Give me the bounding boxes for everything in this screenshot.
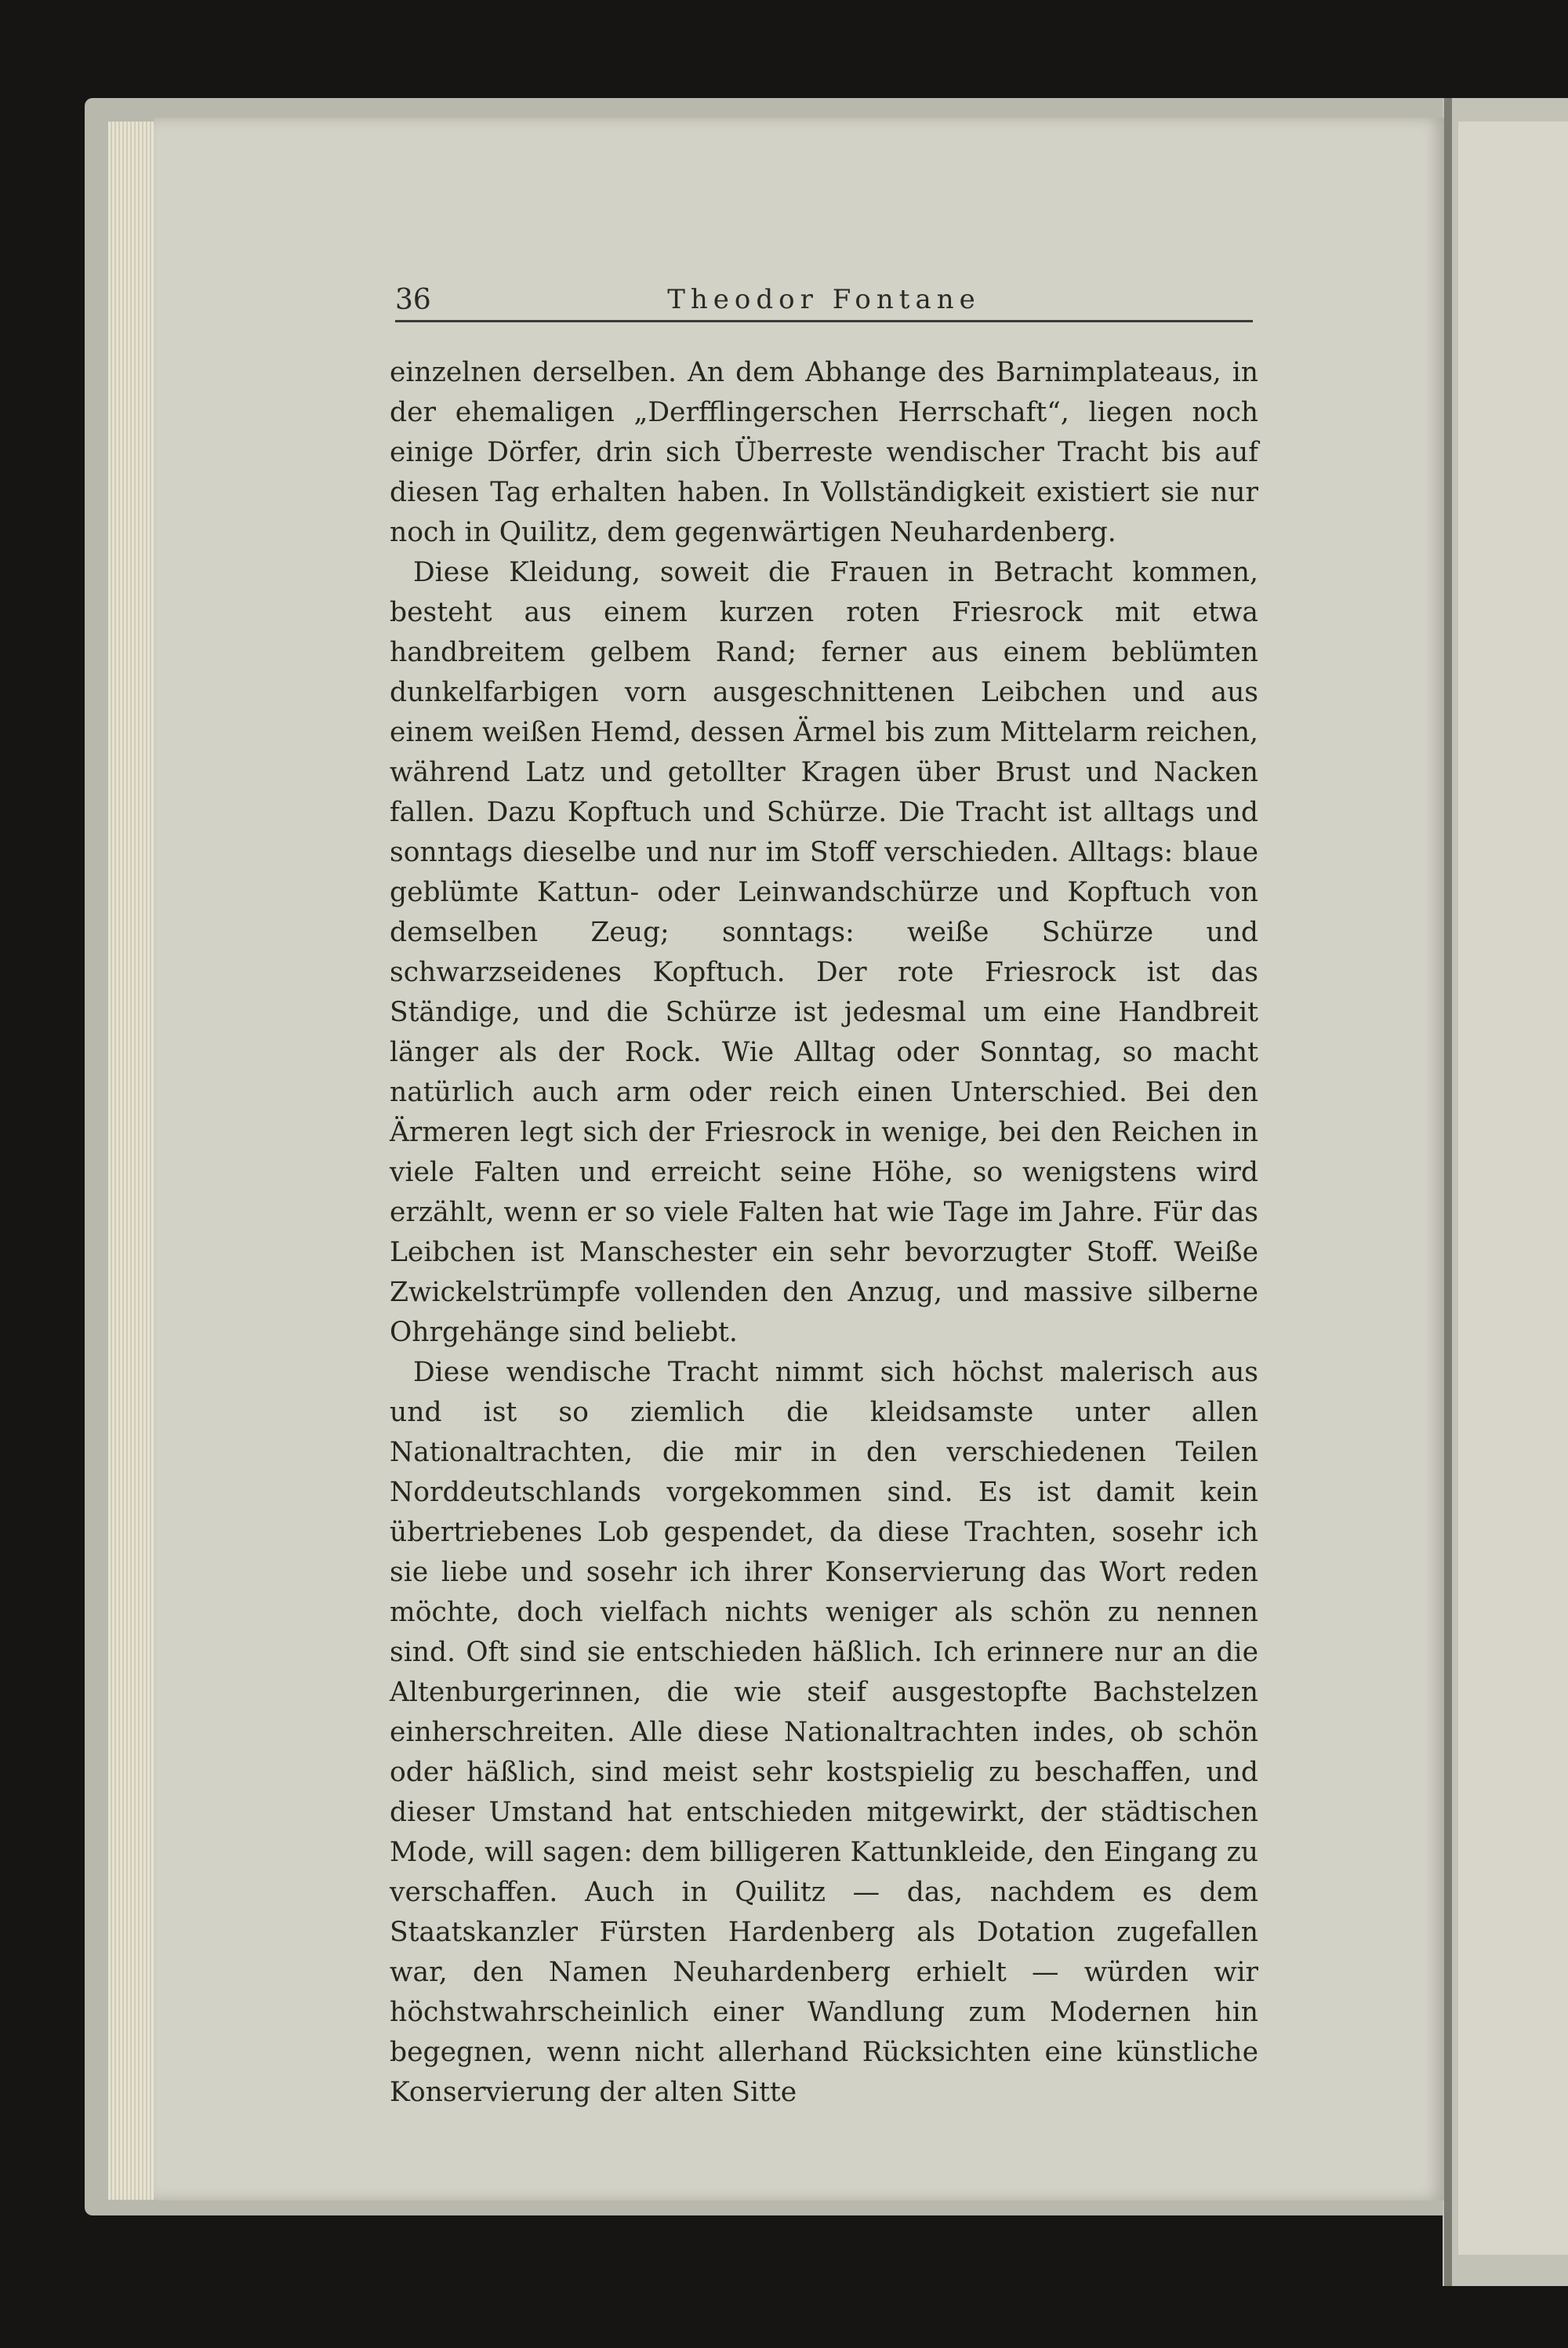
book-spine-shadow (1444, 98, 1452, 2286)
facing-page (1458, 122, 1568, 2255)
paragraph: einzelnen derselben. An dem Abhange des Barnimplateaus, in der ehemaligen „Derfflingerschen Herrschaft“, liegen noch einige Dörfer, drin sich Überreste wendischer Tracht bis auf diesen Tag erhalten haben. In Vollständigkeit existiert sie nur noch in Quilitz, dem gegenwärtigen Neuhardenberg. (390, 357, 1258, 548)
paragraph: Diese Kleidung, soweit die Frauen in Betracht kommen, besteht aus einem kurzen roten Friesrock mit etwa handbreitem gelbem Rand; ferner aus einem beblümten dunkelfarbigen vorn ausgeschnittenen Leibchen und aus einem weißen Hemd, dessen Ärmel bis zum Mittelarm reichen, während Latz und getollter Kragen über Brust und Nacken fallen. Dazu Kopftuch und Schürze. Die Tracht ist alltags und sonntags dieselbe und nur im Stoff verschieden. Alltags: blaue geblümte Kattun- oder Leinwandschürze und Kopftuch von demselben Zeug; sonntags: weiße Schürze und schwarzseidenes Kopftuch. Der rote Friesrock ist das Ständige, und die Schürze ist jedesmal um eine Handbreit länger als der Rock. Wie Alltag oder Sonntag, so macht natürlich auch arm oder reich einen Unterschied. Bei den Ärmeren legt sich der Friesrock in wenige, bei den Reichen in viele Falten und erreicht seine Höhe, so wenigstens wird erzählt, wenn er so viele Falten hat wie Tage im Jahre. Für das Leibchen ist Manschester ein sehr bevorzugter Stoff. Weiße Zwickelstrümpfe vollenden den Anzug, und massive silberne Ohrgehänge sind beliebt. (390, 557, 1258, 1348)
page-header (395, 281, 1253, 322)
page-edges (108, 122, 160, 2200)
paragraph: Diese wendische Tracht nimmt sich höchst malerisch aus und ist so ziemlich die kleidsamste unter allen Nationaltrachten, die mir in den verschiedenen Teilen Norddeutschlands vorgekommen sind. Es ist damit kein übertriebenes Lob gespendet, da diese Trachten, sosehr ich sie liebe und sosehr ich ihrer Konservierung das Wort reden möchte, doch vielfach nichts weniger als schön zu nennen sind. Oft sind sie entschieden häßlich. Ich erinnere nur an die Altenburgerinnen, die wie steif ausgestopfte Bachstelzen einherschreiten. Alle diese Nationaltrachten indes, ob schön oder häßlich, sind meist sehr kostspielig zu beschaffen, und dieser Umstand hat entschieden mitgewirkt, der städtischen Mode, will sagen: dem billigeren Kattunkleide, den Eingang zu verschaffen. Auch in Quilitz — das, nachdem es dem Staatskanzler Fürsten Hardenberg als Dotation zugefallen war, den Namen Neuhardenberg erhielt — würden wir höchstwahrscheinlich einer Wandlung zum Modernen hin begegnen, wenn nicht allerhand Rücksichten eine künstliche Konservierung der alten Sitte (390, 1357, 1258, 2108)
running-title: Theodor Fontane (667, 284, 981, 315)
page-number: 36 (395, 284, 431, 316)
body-text (390, 353, 1258, 2113)
